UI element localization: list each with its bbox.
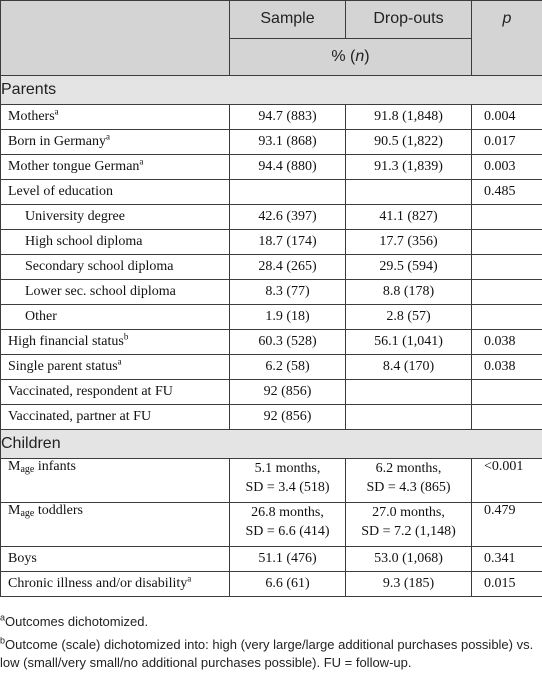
- p-cell: 0.003: [472, 155, 542, 180]
- sample-line-1: 5.1 months,: [254, 461, 321, 476]
- sample-cell: [230, 503, 346, 547]
- row-label: [1, 280, 230, 305]
- row-label-text: High financial status: [8, 334, 124, 349]
- section-children-row: [1, 430, 542, 459]
- row-label: [1, 380, 230, 405]
- row-label: [1, 130, 230, 155]
- sample-cell: 28.4 (265): [230, 255, 346, 280]
- footnote-b-text: Outcome (scale) dichotomized into: high (very large/large additional purchases possible) vs. low (small/very small/no additional purchases possible). FU = follow-up.: [0, 637, 534, 670]
- unit-close: ): [364, 47, 370, 65]
- table-row: [1, 305, 542, 330]
- table-row: [1, 130, 542, 155]
- p-cell: [472, 205, 542, 230]
- table-row: [1, 205, 542, 230]
- row-label: [1, 155, 230, 180]
- sample-cell: 42.6 (397): [230, 205, 346, 230]
- row-label-text: Mothers: [8, 109, 55, 124]
- row-label-sub: age: [20, 508, 35, 519]
- dropouts-cell: 90.5 (1,822): [346, 130, 472, 155]
- row-label-text: Vaccinated, respondent at FU: [8, 384, 173, 399]
- dropouts-cell: 53.0 (1,068): [346, 547, 472, 572]
- sample-cell: 60.3 (528): [230, 330, 346, 355]
- dropouts-cell: [346, 405, 472, 430]
- dropouts-line-1: 6.2 months,: [375, 461, 442, 476]
- header-unit: [230, 38, 472, 76]
- sample-cell: 92 (856): [230, 380, 346, 405]
- row-label-text: Level of education: [8, 184, 113, 199]
- row-label: [1, 459, 230, 503]
- dropouts-cell: 8.4 (170): [346, 355, 472, 380]
- dropouts-cell: [346, 380, 472, 405]
- row-label: [1, 547, 230, 572]
- dropouts-cell: 91.3 (1,839): [346, 155, 472, 180]
- sample-cell: 94.7 (883): [230, 105, 346, 130]
- p-cell: 0.341: [472, 547, 542, 572]
- sample-cell: [230, 180, 346, 205]
- p-cell: [472, 405, 542, 430]
- row-label-main: M: [8, 459, 21, 474]
- section-parents: Parents: [1, 76, 542, 105]
- sample-cell: 8.3 (77): [230, 280, 346, 305]
- table-row: [1, 380, 542, 405]
- dropouts-cell: 17.7 (356): [346, 230, 472, 255]
- header-dropouts: Drop-outs: [346, 1, 472, 39]
- unit-n: n: [355, 47, 365, 65]
- row-label-rest: infants: [34, 459, 76, 474]
- row-label-sup: a: [105, 131, 110, 142]
- footnote-b-mark: b: [0, 635, 6, 646]
- table-row: [1, 405, 542, 430]
- p-cell: 0.015: [472, 572, 542, 597]
- row-label-sup: a: [54, 106, 59, 117]
- header-p: [472, 1, 542, 76]
- row-label: [1, 305, 230, 330]
- row-label-text: Mother tongue German: [8, 159, 140, 174]
- row-label: [1, 330, 230, 355]
- sample-cell: 93.1 (868): [230, 130, 346, 155]
- dropouts-cell: [346, 503, 472, 547]
- dropouts-cell: [346, 180, 472, 205]
- row-label-rest: toddlers: [34, 503, 83, 518]
- row-label-text: Vaccinated, partner at FU: [8, 409, 152, 424]
- sample-cell: 51.1 (476): [230, 547, 346, 572]
- row-label-sup: a: [187, 573, 192, 584]
- dropouts-line-2: SD = 7.2 (1,148): [361, 524, 456, 539]
- table-row: [1, 180, 542, 205]
- row-label: [1, 355, 230, 380]
- row-label-sup: a: [117, 356, 122, 367]
- row-label-text: Born in Germany: [8, 134, 106, 149]
- p-cell: 0.485: [472, 180, 542, 205]
- sample-cell: 6.2 (58): [230, 355, 346, 380]
- row-label-sub: age: [20, 464, 35, 475]
- table-row: [1, 355, 542, 380]
- table-row: [1, 503, 542, 547]
- row-label-sup: b: [123, 331, 129, 342]
- row-label: [1, 205, 230, 230]
- unit-pct: % (: [331, 47, 356, 65]
- children-body: [1, 459, 542, 597]
- dropouts-cell: [346, 459, 472, 503]
- row-label-main: M: [8, 503, 21, 518]
- footnote-a-mark: a: [0, 612, 6, 623]
- dropouts-cell: 41.1 (827): [346, 205, 472, 230]
- p-cell: [472, 230, 542, 255]
- table-row: [1, 155, 542, 180]
- header-p-label: p: [502, 10, 512, 27]
- table-row: [1, 572, 542, 597]
- sample-cell: 94.4 (880): [230, 155, 346, 180]
- sample-line-1: 26.8 months,: [251, 505, 324, 520]
- table-row: [1, 280, 542, 305]
- row-label-text: University degree: [25, 209, 125, 224]
- p-cell: 0.017: [472, 130, 542, 155]
- row-label-text: Secondary school diploma: [25, 259, 174, 274]
- parents-body: [1, 105, 542, 430]
- p-cell: [472, 380, 542, 405]
- row-label-text: High school diploma: [25, 234, 143, 249]
- footnote-a-text: Outcomes dichotomized.: [5, 614, 149, 629]
- dropouts-cell: 91.8 (1,848): [346, 105, 472, 130]
- p-cell: 0.004: [472, 105, 542, 130]
- row-label: [1, 503, 230, 547]
- header-row: [1, 1, 542, 39]
- sample-cell: 1.9 (18): [230, 305, 346, 330]
- p-cell: [472, 305, 542, 330]
- dropouts-cell: 9.3 (185): [346, 572, 472, 597]
- row-label: [1, 230, 230, 255]
- row-label: [1, 105, 230, 130]
- header-blank-cell: [1, 1, 230, 76]
- dropouts-line-1: 27.0 months,: [372, 505, 445, 520]
- p-cell: [472, 255, 542, 280]
- sample-line-2: SD = 3.4 (518): [245, 480, 330, 495]
- p-cell: [472, 280, 542, 305]
- sample-cell: [230, 459, 346, 503]
- row-label-sup: a: [139, 156, 144, 167]
- footnote-a: [0, 614, 542, 629]
- table-row: [1, 547, 542, 572]
- sample-cell: 18.7 (174): [230, 230, 346, 255]
- sample-line-2: SD = 6.6 (414): [245, 524, 330, 539]
- row-label: [1, 180, 230, 205]
- row-label: [1, 405, 230, 430]
- section-children: Children: [1, 430, 542, 459]
- p-cell: 0.479: [472, 503, 542, 547]
- row-label-text: Boys: [8, 551, 37, 566]
- row-label-text: Other: [25, 309, 57, 324]
- p-cell: 0.038: [472, 330, 542, 355]
- row-label: [1, 572, 230, 597]
- dropouts-line-2: SD = 4.3 (865): [366, 480, 451, 495]
- row-label: [1, 255, 230, 280]
- dropouts-cell: 29.5 (594): [346, 255, 472, 280]
- dropouts-cell: 8.8 (178): [346, 280, 472, 305]
- p-cell: <0.001: [472, 459, 542, 503]
- row-label-text: Chronic illness and/or disability: [8, 576, 188, 591]
- section-parents-row: [1, 76, 542, 105]
- dropouts-cell: 2.8 (57): [346, 305, 472, 330]
- p-cell: 0.038: [472, 355, 542, 380]
- table-row: [1, 459, 542, 503]
- sample-cell: 6.6 (61): [230, 572, 346, 597]
- table-row: [1, 105, 542, 130]
- table-row: [1, 255, 542, 280]
- row-label-text: Lower sec. school diploma: [25, 284, 176, 299]
- sample-cell: 92 (856): [230, 405, 346, 430]
- table-row: [1, 330, 542, 355]
- footnote-b: [0, 636, 542, 672]
- dropouts-cell: 56.1 (1,041): [346, 330, 472, 355]
- row-label-text: Single parent status: [8, 359, 118, 374]
- header-sample: Sample: [230, 1, 346, 39]
- table-row: [1, 230, 542, 255]
